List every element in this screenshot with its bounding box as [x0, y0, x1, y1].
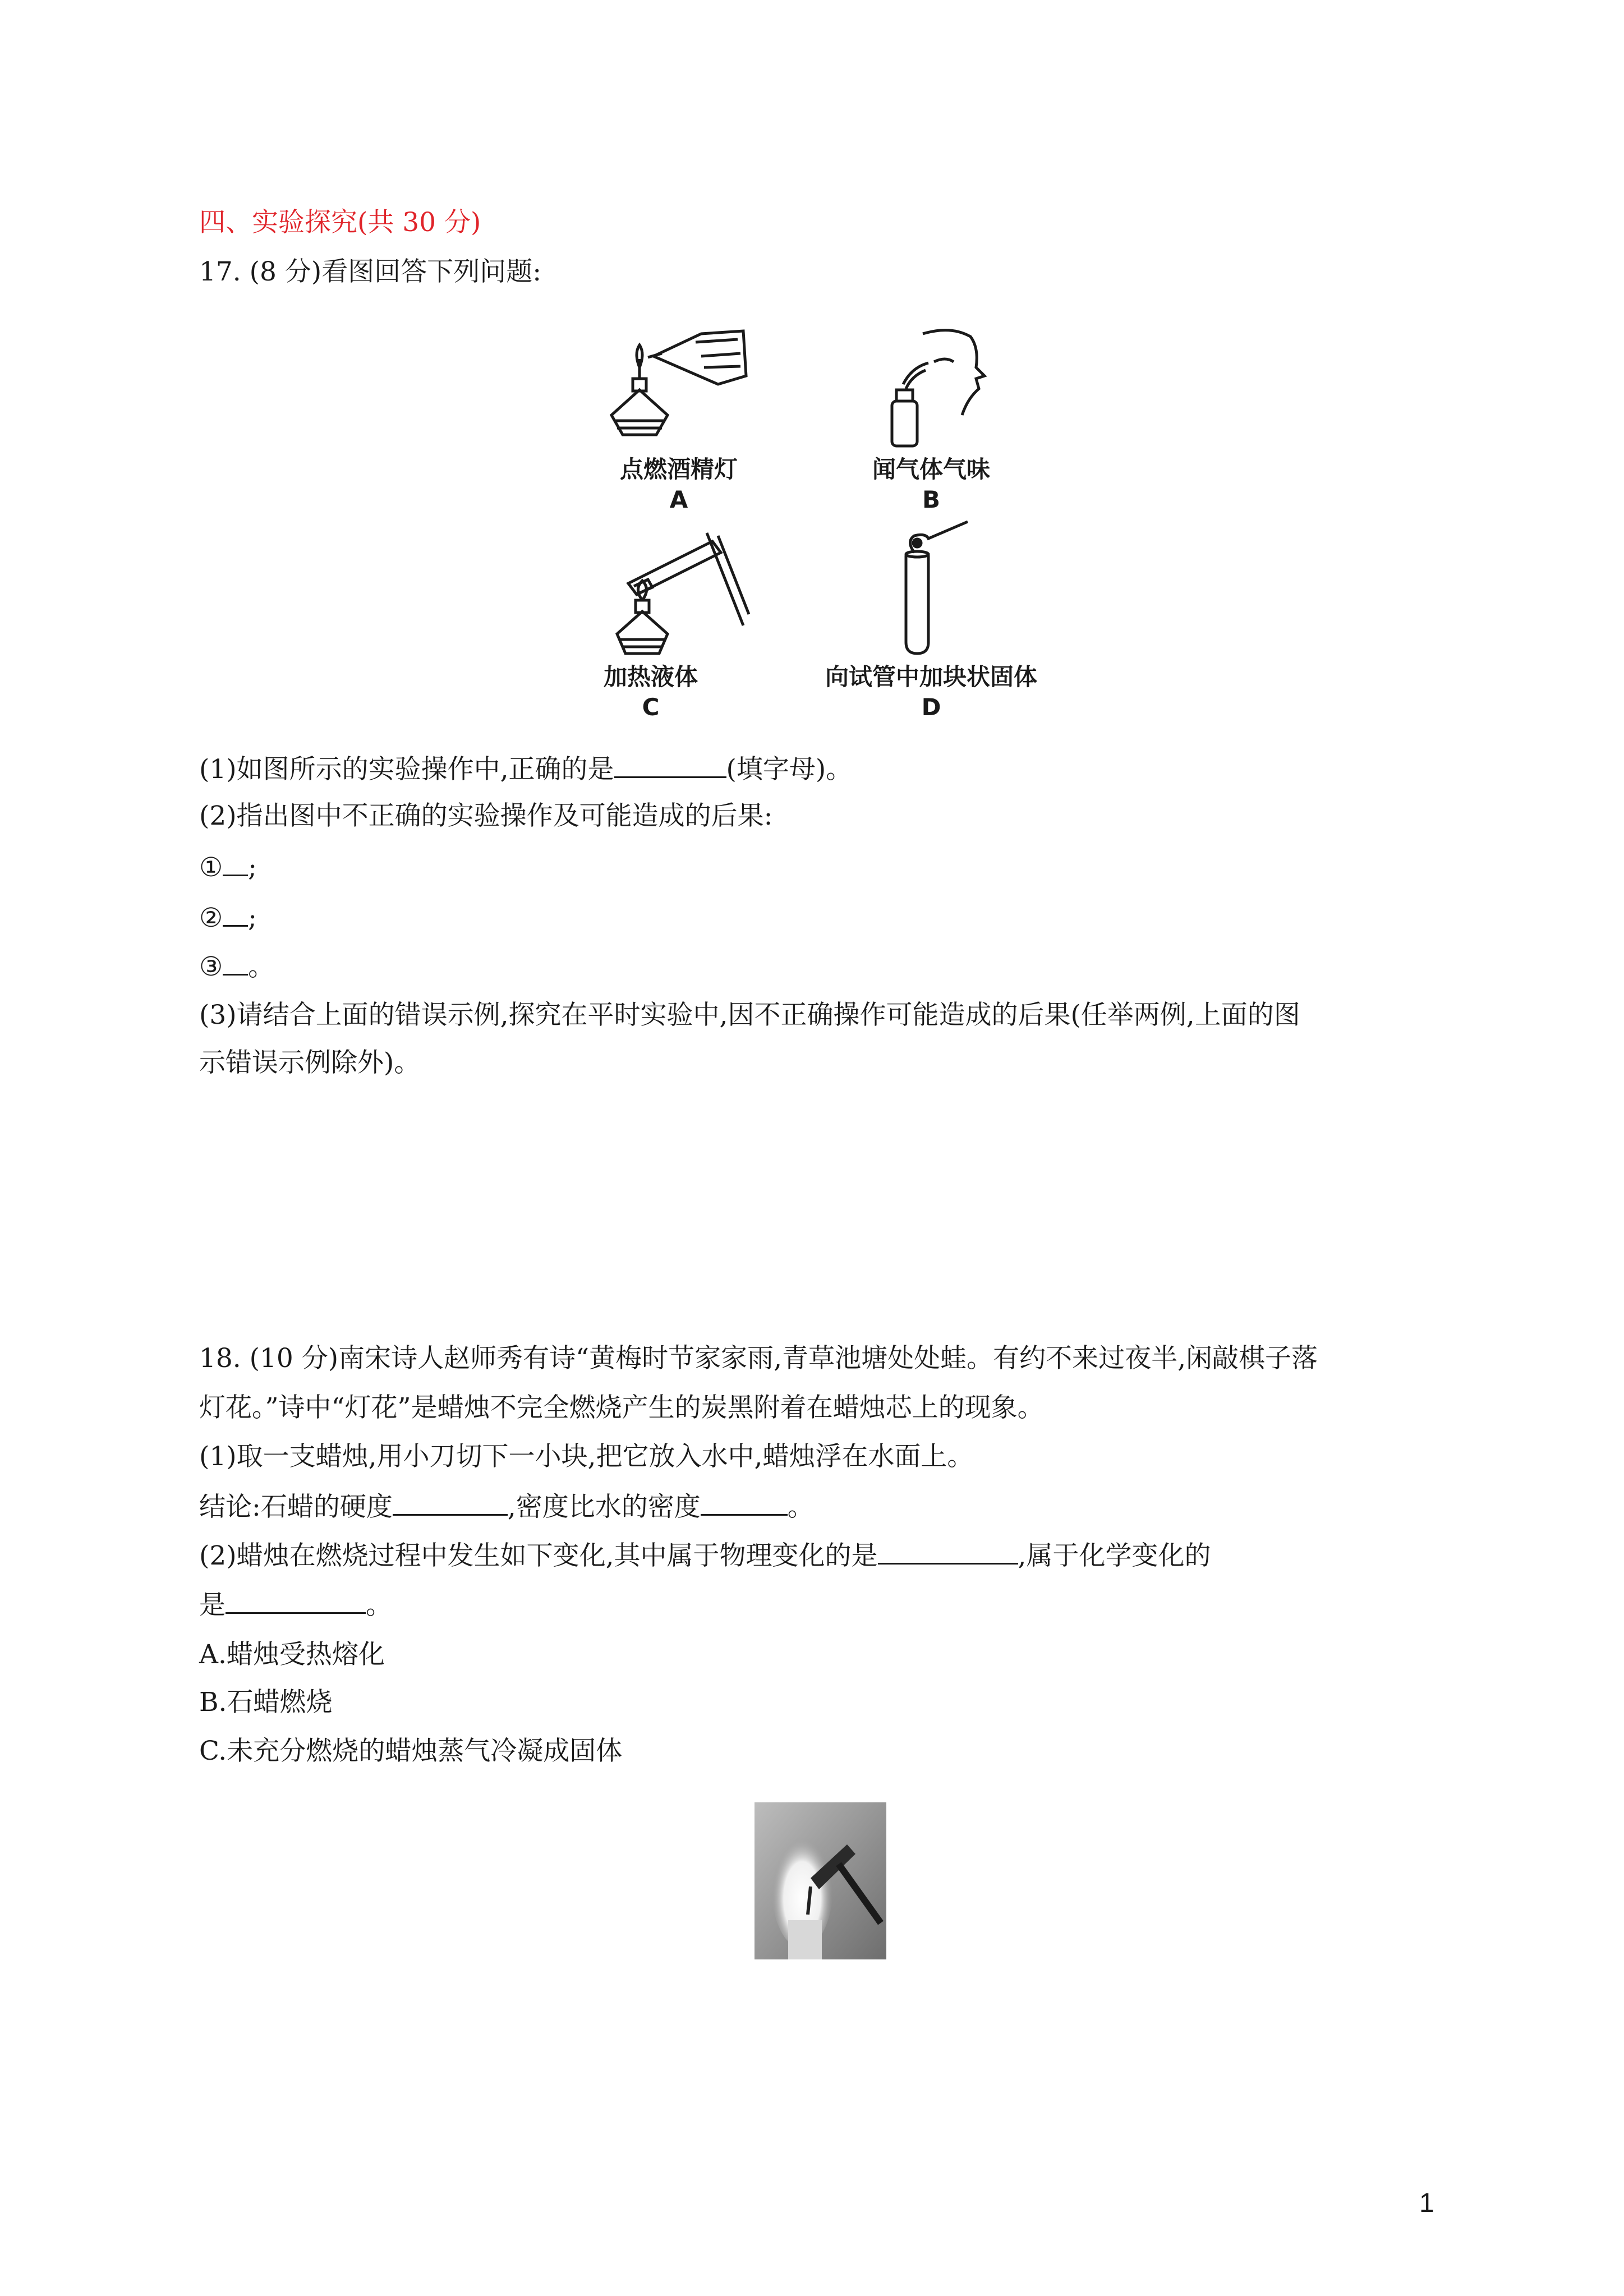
q17-part2: (2)指出图中不正确的实验操作及可能造成的后果:	[199, 800, 773, 831]
item-label: ③	[199, 951, 223, 982]
figure-b-caption: 闻气体气味	[872, 455, 990, 483]
figure-c-letter: C	[642, 693, 660, 721]
q18-stem-line2: 灯花。”诗中“灯花”是蜡烛不完全燃烧产生的炭黑附着在蜡烛芯上的现象。	[199, 1392, 1044, 1423]
q17-part3-line2: 示错误示例除外)。	[199, 1047, 421, 1078]
page-number: 1	[1419, 2188, 1434, 2218]
q18-stem-line1: 18. (10 分)南宋诗人赵师秀有诗“黄梅时节家家雨,青草池塘处处蛙。有约不来过夜半,闲敲棋子落	[199, 1343, 1318, 1374]
item-end: ;	[248, 852, 257, 883]
q17-item1	[199, 850, 257, 885]
q18-part2-text-end: ,属于化学变化的	[1018, 1540, 1211, 1571]
figure-d-letter: D	[921, 693, 941, 721]
answer-blank[interactable]	[393, 1489, 508, 1516]
answer-blank[interactable]	[701, 1489, 788, 1516]
q18-part2-line1	[199, 1538, 1211, 1573]
q18-part2-line2-start: 是	[199, 1590, 226, 1621]
q18-option-a: A.蜡烛受热熔化	[199, 1639, 385, 1670]
q18-option-c: C.未充分燃烧的蜡烛蒸气冷凝成固体	[199, 1736, 623, 1766]
q18-conclusion	[199, 1489, 814, 1524]
item-end: ;	[248, 903, 257, 933]
conclusion-b: ,密度比水的密度	[507, 1492, 701, 1522]
answer-blank[interactable]	[223, 900, 248, 927]
answer-blank[interactable]	[878, 1538, 1018, 1565]
q18-part2-text: (2)蜡烛在燃烧过程中发生如下变化,其中属于物理变化的是	[199, 1540, 878, 1571]
q18-option-b: B.石蜡燃烧	[199, 1687, 333, 1718]
section-title: 四、实验探究(共 30 分)	[199, 207, 481, 238]
alcohol-lamp-lighting-icon	[606, 323, 752, 449]
figure-c-caption: 加热液体	[603, 663, 698, 691]
conclusion-c: 。	[787, 1492, 814, 1522]
figure-a-caption: 点燃酒精灯	[619, 455, 738, 483]
item-label: ①	[199, 852, 223, 883]
q17-part1-text: (1)如图所示的实验操作中,正确的是	[199, 754, 614, 785]
answer-blank[interactable]	[226, 1588, 366, 1614]
q18-part1: (1)取一支蜡烛,用小刀切下一小块,把它放入水中,蜡烛浮在水面上。	[199, 1441, 974, 1472]
smelling-gas-icon	[872, 323, 1007, 449]
item-label: ②	[199, 903, 223, 933]
q17-item3	[199, 949, 274, 984]
conclusion-a: 结论:石蜡的硬度	[199, 1492, 393, 1522]
q17-item2	[199, 900, 257, 935]
figure-d-caption: 向试管中加块状固体	[825, 663, 1037, 691]
answer-blank[interactable]	[614, 752, 726, 778]
answer-blank[interactable]	[223, 850, 248, 876]
q17-stem: 17. (8 分)看图回答下列问题:	[199, 256, 542, 287]
figure-a-letter: A	[669, 486, 688, 513]
answer-blank[interactable]	[223, 949, 248, 976]
item-end: 。	[248, 951, 275, 982]
q17-part1-suffix: (填字母)。	[726, 754, 853, 785]
q18-part2-line2	[199, 1588, 392, 1622]
q18-part2-line2-end: 。	[366, 1590, 392, 1621]
q17-part1	[199, 752, 852, 786]
figure-b-letter: B	[922, 486, 940, 513]
heating-liquid-icon	[609, 530, 755, 659]
candle-flame-photo-icon	[755, 1802, 886, 1959]
q17-part3-line1: (3)请结合上面的错误示例,探究在平时实验中,因不正确操作可能造成的后果(任举两例,上面的图	[199, 1000, 1300, 1030]
adding-solid-test-tube-icon	[884, 516, 973, 659]
